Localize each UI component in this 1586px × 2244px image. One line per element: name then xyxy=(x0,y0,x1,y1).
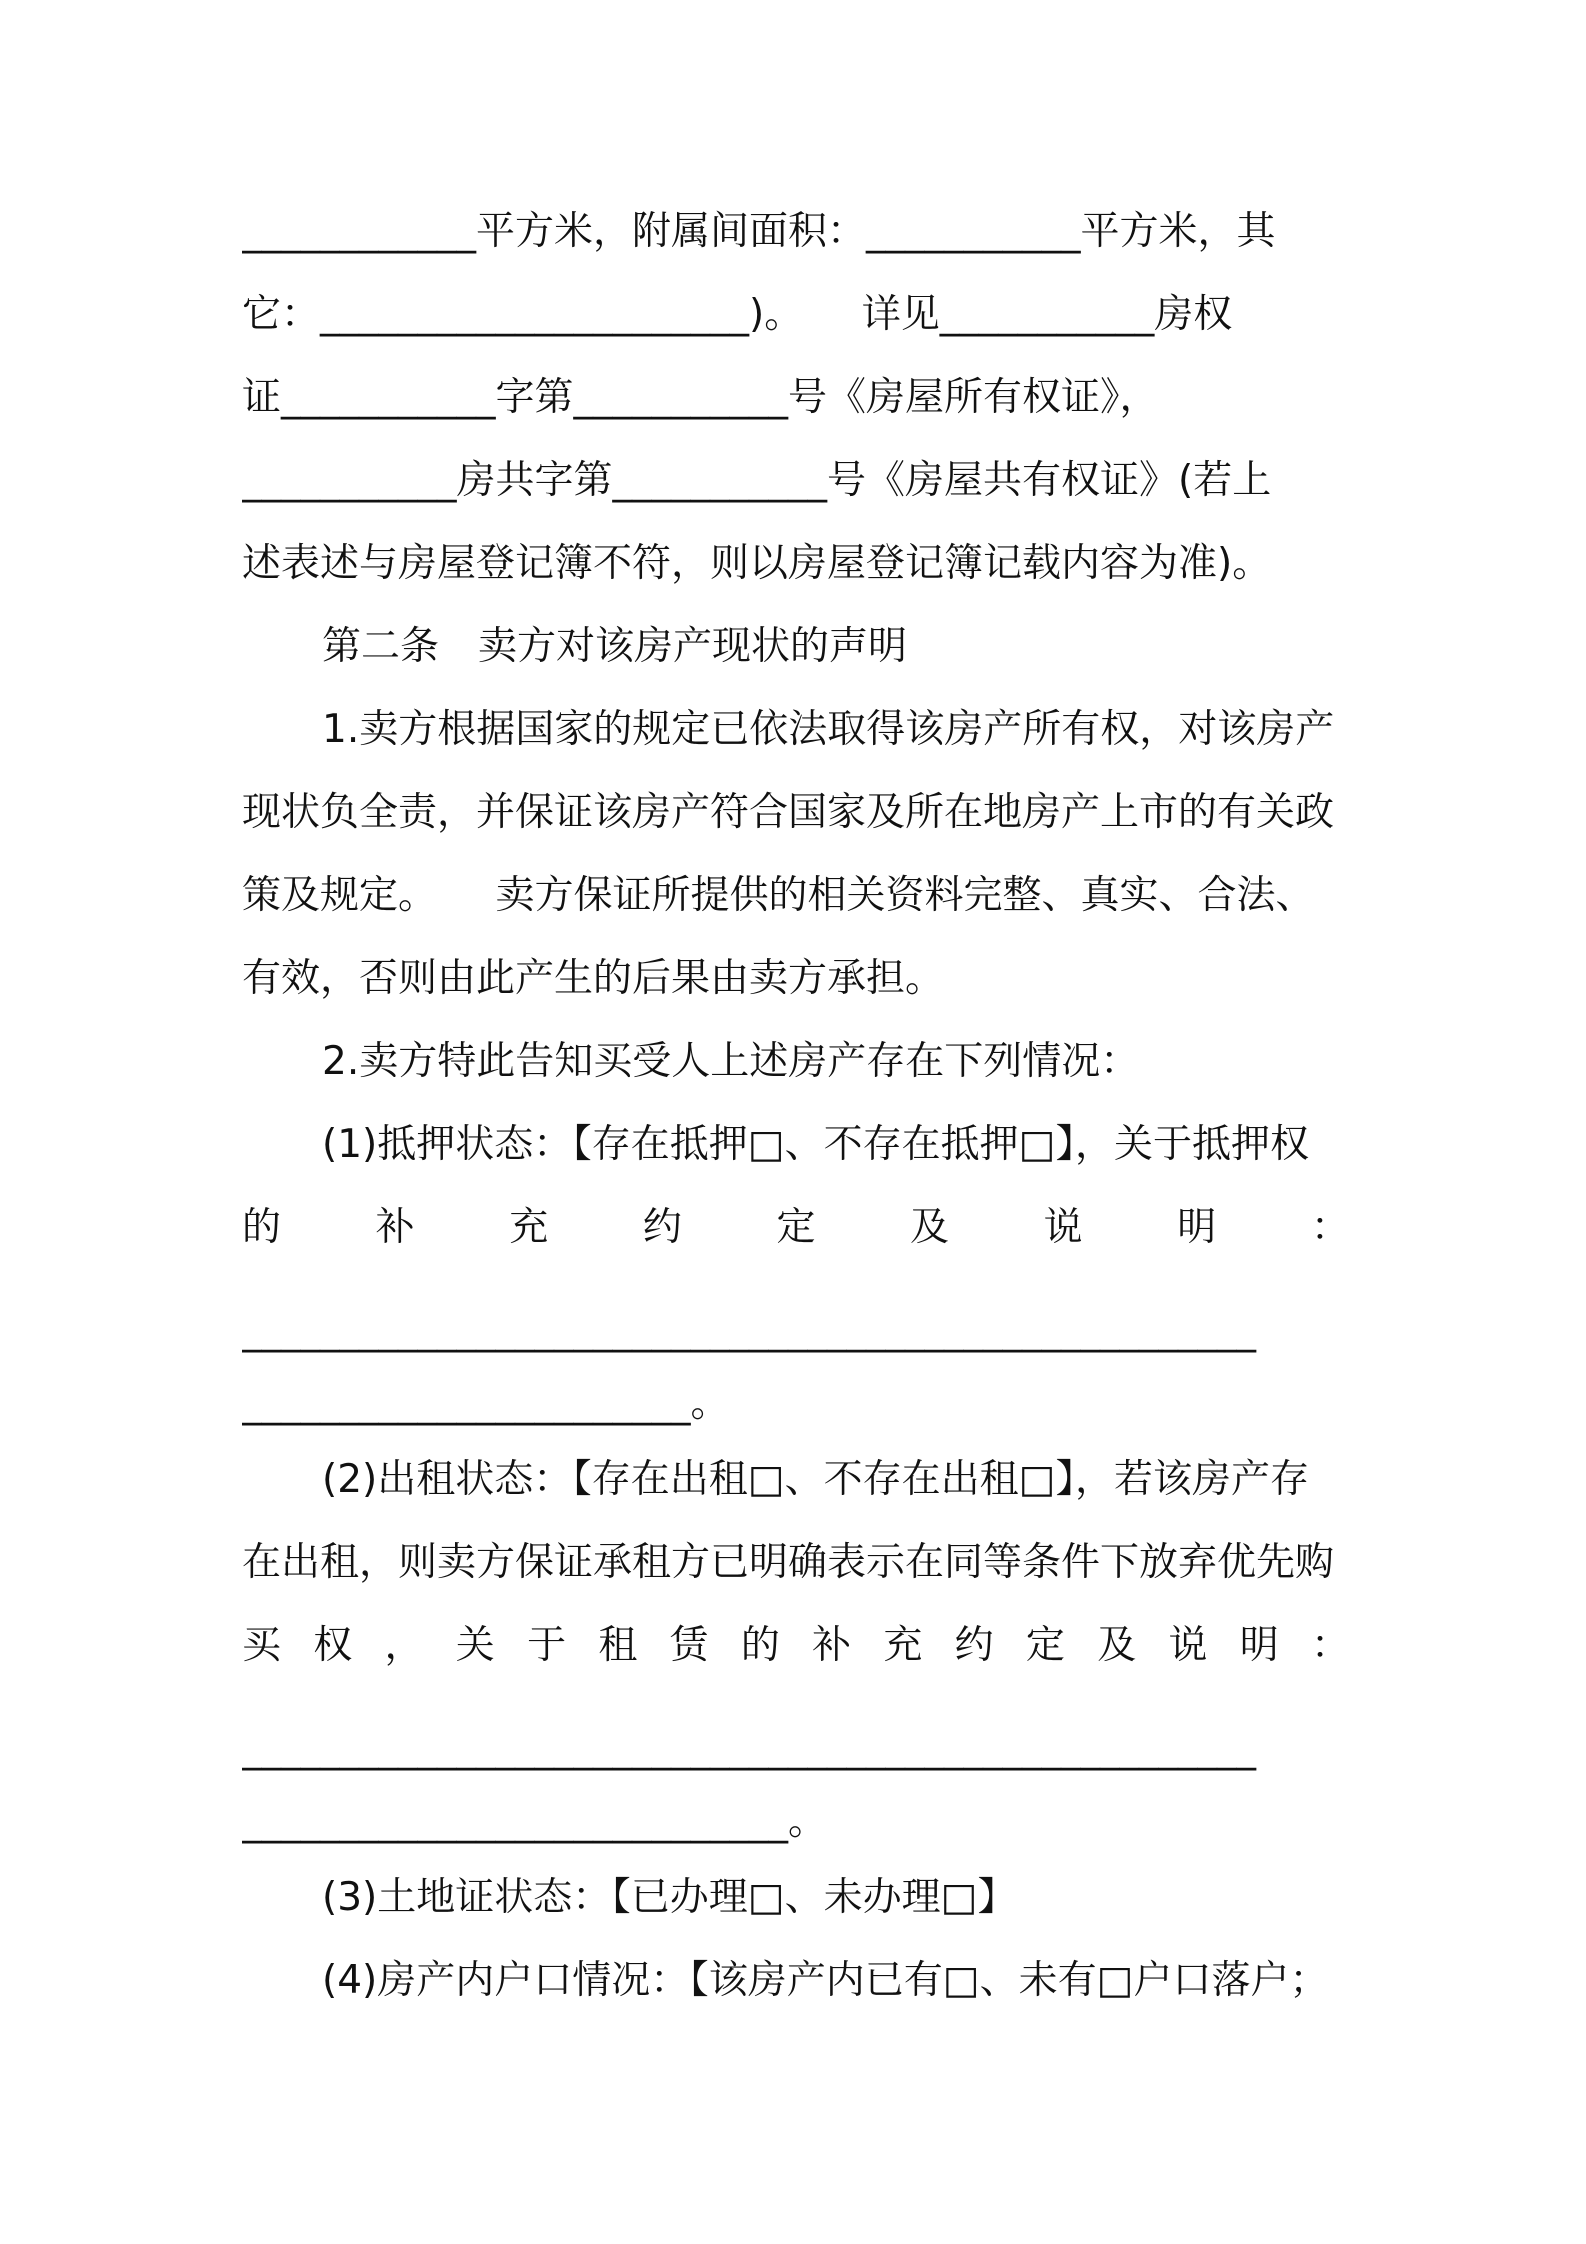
glyph: 充 xyxy=(883,1623,923,1668)
glyph: 于 xyxy=(527,1623,567,1668)
glyph: 补 xyxy=(375,1205,415,1250)
glyph: 赁 xyxy=(669,1623,709,1668)
article-heading: 第二条 卖方对该房产现状的声明 xyxy=(322,624,908,669)
text-line-7: 1.卖方根据国家的规定已依法取得该房产所有权，对该房产 xyxy=(322,707,1335,752)
glyph: ： xyxy=(1310,1623,1350,1668)
text-line-12: (1)抵押状态：【存在抵押□、不存在抵押□】，关于抵押权 xyxy=(322,1122,1309,1167)
glyph: ， xyxy=(384,1623,424,1668)
text-line-22: (4)房产内户口情况：【该房产内已有□、未有□户口落户； xyxy=(322,1958,1329,2003)
blank-line-4: ____________________________。 xyxy=(242,1799,827,1844)
glyph: 关 xyxy=(455,1623,495,1668)
glyph: 说 xyxy=(1043,1205,1083,1250)
glyph: 补 xyxy=(812,1623,852,1668)
glyph: 权 xyxy=(313,1623,353,1668)
glyph: 的 xyxy=(242,1205,282,1250)
text-line-10: 有效，否则由此产生的后果由卖方承担。 xyxy=(242,956,945,1001)
glyph: 及 xyxy=(910,1205,950,1250)
text-line-21: (3)土地证状态：【已办理□、未办理□】 xyxy=(322,1875,1017,1920)
glyph: 说 xyxy=(1168,1623,1208,1668)
glyph: 定 xyxy=(776,1205,816,1250)
glyph: 约 xyxy=(954,1623,994,1668)
glyph: 的 xyxy=(740,1623,780,1668)
glyph: 租 xyxy=(598,1623,638,1668)
blank-line-2: _______________________。 xyxy=(242,1381,730,1426)
text-line-4: ___________房共字第___________号《房屋共有权证》(若上 xyxy=(242,458,1272,503)
text-line-1: ____________平方米，附属间面积：___________平方米，其 xyxy=(242,209,1276,254)
text-line-11: 2.卖方特此告知买受人上述房产存在下列情况： xyxy=(322,1039,1140,1084)
glyph: 买 xyxy=(242,1623,282,1668)
text-line-9: 策及规定。 卖方保证所提供的相关资料完整、真实、合法、 xyxy=(242,873,1315,918)
text-line-16: (2)出租状态：【存在出租□、不存在出租□】，若该房产存 xyxy=(322,1457,1309,1502)
text-line-3: 证___________字第___________号《房屋所有权证》， xyxy=(242,375,1159,420)
spaced-line-lease xyxy=(242,1618,1350,1674)
blank-line-3: ____________________________________________________ xyxy=(242,1726,1256,1771)
glyph: 约 xyxy=(642,1205,682,1250)
glyph: 明 xyxy=(1239,1623,1279,1668)
text-line-8: 现状负全责，并保证该房产符合国家及所在地房产上市的有关政 xyxy=(242,790,1335,835)
glyph: 充 xyxy=(509,1205,549,1250)
text-line-2: 它：______________________)。 详见___________房权 xyxy=(242,292,1233,337)
text-line-5: 述表述与房屋登记簿不符，则以房屋登记簿记载内容为准)。 xyxy=(242,541,1272,586)
glyph: 定 xyxy=(1025,1623,1065,1668)
blank-line-1: ____________________________________________________ xyxy=(242,1308,1256,1353)
glyph: 及 xyxy=(1097,1623,1137,1668)
spaced-line-mortgage xyxy=(242,1200,1350,1256)
glyph: ： xyxy=(1310,1205,1350,1250)
text-line-17: 在出租，则卖方保证承租方已明确表示在同等条件下放弃优先购 xyxy=(242,1540,1335,1585)
glyph: 明 xyxy=(1177,1205,1217,1250)
